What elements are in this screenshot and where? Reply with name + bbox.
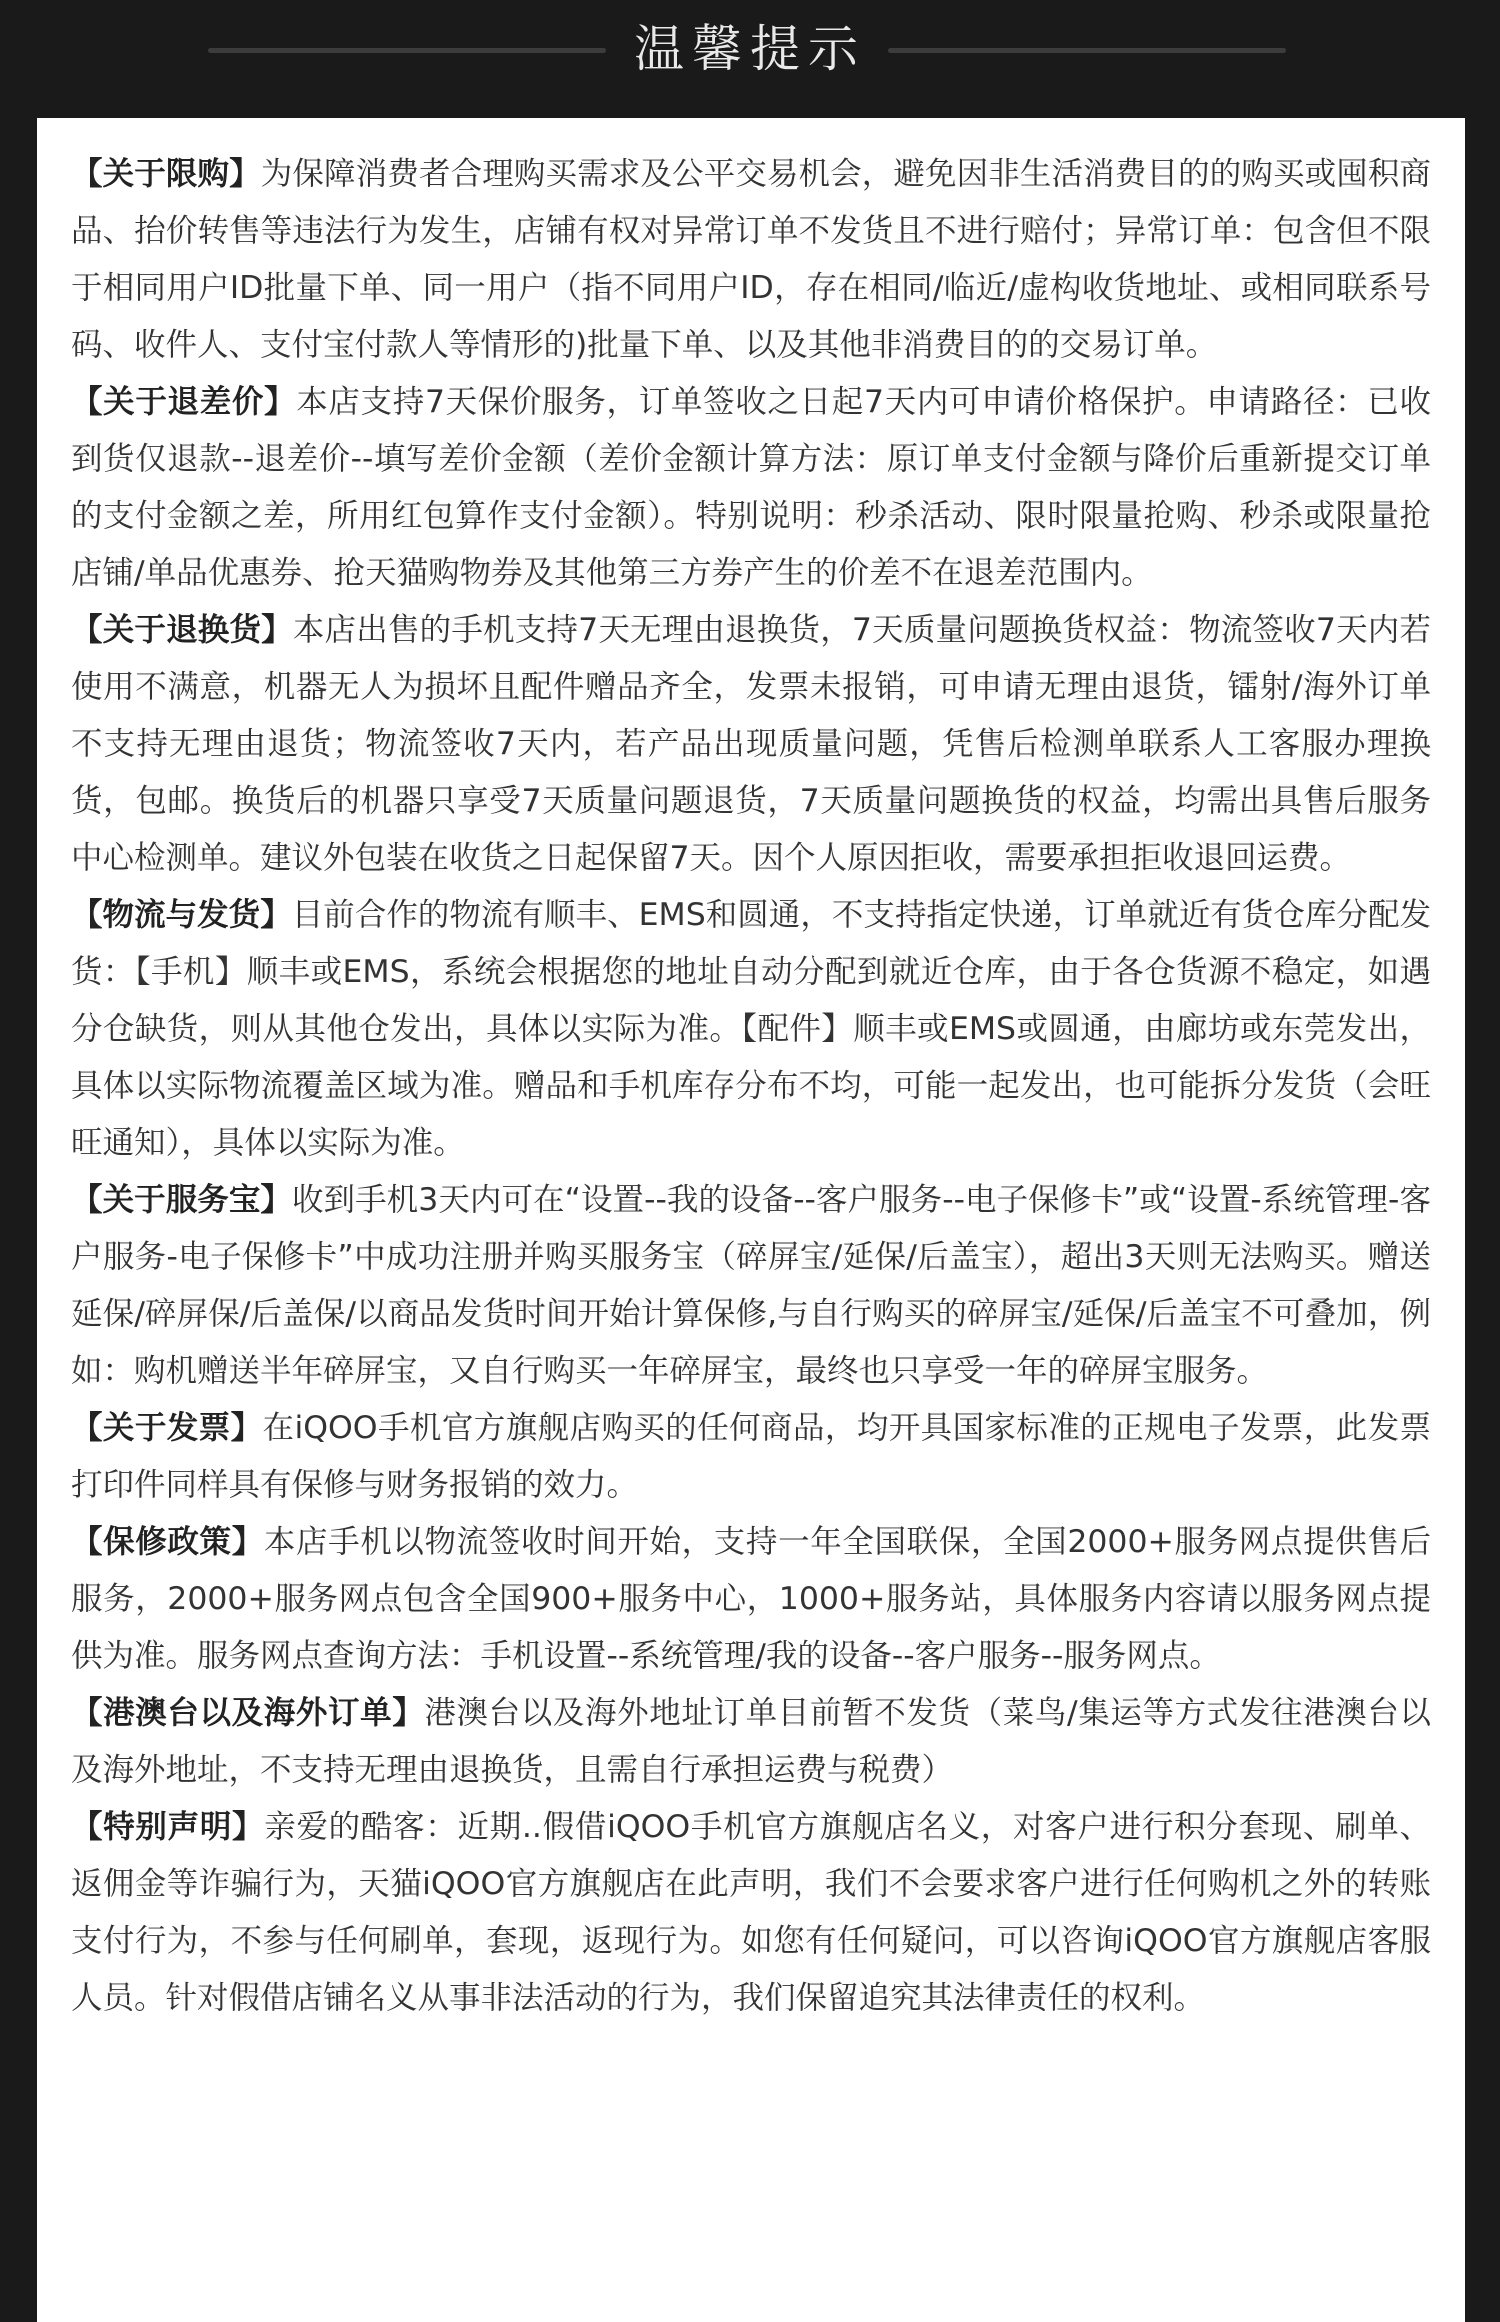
section-title: 【港澳台以及海外订单】	[71, 1695, 425, 1731]
section-body: 亲爱的酷客：近期..假借iQOO手机官方旗舰店名义，对客户进行积分套现、刷单、返佣金等诈骗行为，天猫iQOO官方旗舰店在此声明，我们不会要求客户进行任何购机之外的转账支付行为，不参与任何刷单，套现，返现行为。如您有任何疑问，可以咨询iQOO官方旗舰店客服人员。针对假借店铺名义从事非法活动的行为，我们保留追究其法律责任的权利。	[71, 1809, 1431, 2016]
section-title: 【关于退差价】	[71, 384, 297, 420]
header-title: 温馨提示	[634, 20, 866, 78]
section-returns-exchanges	[71, 602, 1431, 887]
notice-content	[71, 146, 1431, 2027]
section-body: 本店支持7天保价服务，订单签收之日起7天内可申请价格保护。申请路径：已收到货仅退款--退差价--填写差价金额（差价金额计算方法：原订单支付金额与降价后重新提交订单的支付金额之差，所用红包算作支付金额）。特别说明：秒杀活动、限时限量抢购、秒杀或限量抢店铺/单品优惠券、抢天猫购物券及其他第三方券产生的价差不在退差范围内。	[71, 384, 1431, 591]
section-title: 【保修政策】	[71, 1524, 264, 1560]
section-body: 本店出售的手机支持7天无理由退换货，7天质量问题换货权益：物流签收7天内若使用不满意，机器无人为损坏且配件赠品齐全，发票未报销，可申请无理由退货，镭射/海外订单不支持无理由退货；物流签收7天内，若产品出现质量问题，凭售后检测单联系人工客服办理换货，包邮。换货后的机器只享受7天质量问题退货，7天质量问题换货的权益，均需出具售后服务中心检测单。建议外包装在收货之日起保留7天。因个人原因拒收，需要承担拒收退回运费。	[71, 612, 1431, 876]
section-body: 为保障消费者合理购买需求及公平交易机会，避免因非生活消费目的的购买或囤积商品、抬价转售等违法行为发生，店铺有权对异常订单不发货且不进行赔付；异常订单：包含但不限于相同用户ID批量下单、同一用户（指不同用户ID，存在相同/临近/虚构收货地址、或相同联系号码、收件人、支付宝付款人等情形的)批量下单、以及其他非消费目的的交易订单。	[71, 156, 1431, 363]
section-title: 【关于服务宝】	[71, 1182, 292, 1218]
section-body: 港澳台以及海外地址订单目前暂不发货（菜鸟/集运等方式发往港澳台以及海外地址，不支持无理由退换货，且需自行承担运费与税费）	[71, 1695, 1431, 1788]
section-invoice	[71, 1400, 1431, 1514]
section-title: 【关于限购】	[71, 156, 261, 192]
section-title: 【物流与发货】	[71, 897, 292, 933]
header-divider-left	[208, 48, 606, 53]
section-title: 【关于发票】	[71, 1410, 263, 1446]
section-title: 【关于退换货】	[71, 612, 293, 648]
section-body: 收到手机3天内可在“设置--我的设备--客户服务--电子保修卡”或“设置-系统管理-客户服务-电子保修卡”中成功注册并购买服务宝（碎屏宝/延保/后盖宝），超出3天则无法购买。赠送延保/碎屏保/后盖保/以商品发货时间开始计算保修,与自行购买的碎屏宝/延保/后盖宝不可叠加，例如：购机赠送半年碎屏宝，又自行购买一年碎屏宝，最终也只享受一年的碎屏宝服务。	[71, 1182, 1431, 1389]
section-price-difference	[71, 374, 1431, 602]
section-purchase-limit	[71, 146, 1431, 374]
section-special-statement	[71, 1799, 1431, 2027]
header-divider-right	[888, 48, 1286, 53]
section-title: 【特别声明】	[71, 1809, 265, 1845]
section-body: 目前合作的物流有顺丰、EMS和圆通，不支持指定快递，订单就近有货仓库分配发货：【手机】顺丰或EMS，系统会根据您的地址自动分配到就近仓库，由于各仓货源不稳定，如遇分仓缺货，则从其他仓发出，具体以实际为准。【配件】顺丰或EMS或圆通，由廊坊或东莞发出，具体以实际物流覆盖区域为准。赠品和手机库存分布不均，可能一起发出，也可能拆分发货（会旺旺通知），具体以实际为准。	[71, 897, 1431, 1161]
header	[0, 0, 1500, 120]
section-logistics-shipping	[71, 887, 1431, 1172]
section-service-plan	[71, 1172, 1431, 1400]
notice-panel	[37, 118, 1465, 2322]
section-overseas-orders	[71, 1685, 1431, 1799]
section-body: 在iQOO手机官方旗舰店购买的任何商品，均开具国家标准的正规电子发票，此发票打印件同样具有保修与财务报销的效力。	[71, 1410, 1431, 1503]
section-warranty-policy	[71, 1514, 1431, 1685]
section-body: 本店手机以物流签收时间开始，支持一年全国联保，全国2000+服务网点提供售后服务，2000+服务网点包含全国900+服务中心，1000+服务站，具体服务内容请以服务网点提供为准。服务网点查询方法：手机设置--系统管理/我的设备--客户服务--服务网点。	[71, 1524, 1431, 1674]
